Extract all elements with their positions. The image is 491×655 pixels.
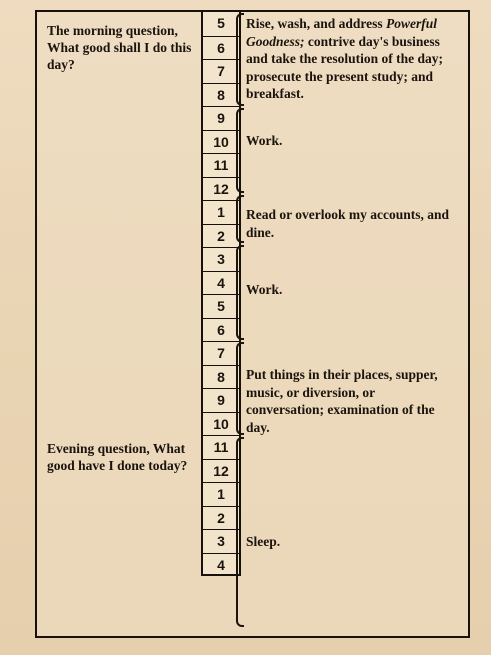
hour-cell: 8 <box>203 83 239 107</box>
hour-cell: 9 <box>203 106 239 130</box>
hour-cell: 6 <box>203 36 239 60</box>
hours-column <box>201 12 241 576</box>
hour-cell: 8 <box>203 365 239 389</box>
hour-cell: 5 <box>203 12 239 36</box>
hour-cell: 5 <box>203 294 239 318</box>
activity-rise-text: Rise, wash, and address Powerful Goodness; contrive day's business and take the resolution of the day; prosecute the present study; and breakfast. <box>246 16 444 101</box>
hour-cell: 11 <box>203 153 239 177</box>
brace-evening <box>236 342 244 435</box>
activity-accounts: Read or overlook my accounts, and dine. <box>246 207 450 240</box>
hour-cell: 1 <box>203 200 239 224</box>
brace-work-morning <box>236 108 244 193</box>
evening-question: Evening question, What good have I done today? <box>47 441 188 473</box>
activity-work-afternoon: Work. <box>246 282 283 297</box>
brace-work-afternoon <box>236 245 244 340</box>
hour-cell: 2 <box>203 506 239 530</box>
hour-cell: 7 <box>203 341 239 365</box>
activity-work-morning: Work. <box>246 133 283 148</box>
activity-evening: Put things in their places, supper, music, or diversion, or conversation; examination of the day. <box>246 367 438 435</box>
hour-cell: 4 <box>203 271 239 295</box>
activity-rise <box>246 15 456 103</box>
activity-sleep: Sleep. <box>246 534 281 549</box>
hour-cell: 3 <box>203 247 239 271</box>
hour-cell: 9 <box>203 388 239 412</box>
hour-cell: 6 <box>203 318 239 342</box>
hour-cell: 10 <box>203 412 239 436</box>
morning-question: The morning question, What good shall I do this day? <box>47 23 192 72</box>
hour-cell: 2 <box>203 224 239 248</box>
hour-cell: 4 <box>203 553 239 577</box>
hour-cell: 1 <box>203 482 239 506</box>
brace-accounts <box>236 195 244 243</box>
hour-cell: 7 <box>203 59 239 83</box>
hour-cell: 11 <box>203 435 239 459</box>
hour-cell: 12 <box>203 459 239 483</box>
hour-cell: 3 <box>203 529 239 553</box>
brace-rise <box>236 13 244 106</box>
hour-cell: 12 <box>203 177 239 201</box>
hour-cell: 10 <box>203 130 239 154</box>
brace-sleep <box>236 437 244 627</box>
